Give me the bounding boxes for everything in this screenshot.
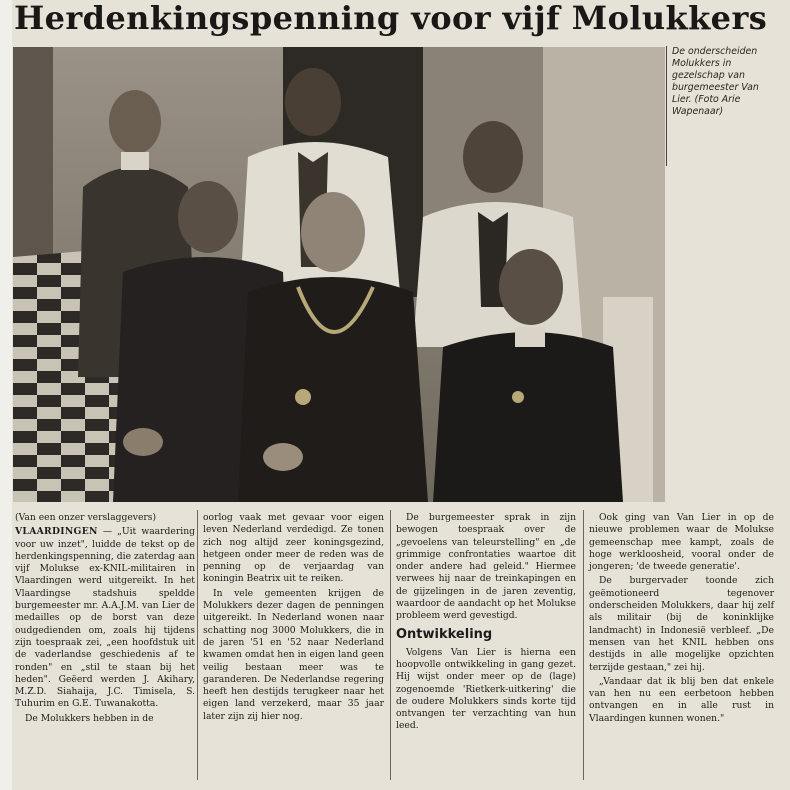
column-1 [15, 512, 195, 727]
byline: (Van een onzer verslaggevers) [15, 512, 157, 523]
column-rule [583, 510, 584, 780]
column-2 [203, 512, 384, 725]
paragraph: Ook ging van Van Lier in op de nieuwe problemen waar de Molukse gemeenschap mee kampt, zoals de hoge werkloosheid, vooral onder de jongeren; 'de tweede generatie'. [589, 512, 774, 573]
photo-illustration [13, 47, 665, 502]
paragraph [15, 526, 195, 710]
group-photo [13, 47, 665, 502]
paragraph: Volgens Van Lier is hierna een hoopvolle ontwikkeling in gang gezet. Hij wijst onder meer op de (lage) zogenoemde 'Rietkerk-uitkering' die de oudere Molukkers sinds korte tijd ontvangen ter verzachting van hun leed. [396, 646, 576, 732]
headline: Herdenkingspenning voor vijf Molukkers [14, 0, 768, 37]
paragraph-text: — „Uit waardering voor uw inzet", luidde de tekst op de herdenkingspenning, die zaterdag aan vijf Molukse ex-KNIL-militairen in Vlaardingen werd uitgereikt. In het Vlaardingse stadshuis speldde burgemeester mr. A.A.J.M. van Lier de medailles op de borst van deze oudgedienden om, zoals hij tijdens zijn toespraak zei, „een hoofdstuk uit de vaderlandse geschiedenis af te ronden" en „stil te staan bij het heden". Geëerd werden J. Akihary, M.Z.D. Siahaija, J.C. Timisela, S. Tuhurim en G.E. Tuwanakotta. [15, 526, 195, 710]
column-rule [390, 510, 391, 780]
paragraph: „Vandaar dat ik blij ben dat enkele van hen nu een eerbetoon hebben ontvangen en in alle rust in Vlaardingen kunnen wonen." [589, 675, 774, 724]
clipping-edge [0, 0, 12, 790]
paragraph: In vele gemeenten krijgen de Molukkers dezer dagen de penningen uitgereikt. In Nederland wonen naar schatting nog 3000 Molukkers, die in de jaren '51 en '52 naar Nederland kwamen omdat hen in eigen land geen veilig bestaan meer was te garanderen. De Nederlandse regering heeft hen destijds terugkeer naar het eigen land verzekerd, maar 35 jaar later zijn zij hier nog. [203, 587, 384, 722]
paragraph: De burgemeester sprak in zijn bewogen toespraak over de „gevoelens van teleurstelling" en „de grimmige confrontaties waartoe dit onder andere had geleid." Hiermee verwees hij naar de treinkapingen en de gijzelingen in de jaren zeventig, waardoor de aandacht op het Molukse probleem werd gevestigd. [396, 512, 576, 622]
paragraph: De burgervader toonde zich geëmotioneerd tegenover onderscheiden Molukkers, daar hij zelf als militair (bij de koninklijke landmacht) in Indonesië verbleef. „De mensen van het KNIL hebben ons destijds in alle mogelijke opzichten terzijde gestaan," zei hij. [589, 575, 774, 673]
paragraph: oorlog vaak met gevaar voor eigen leven Nederland verdedigd. Ze tonen zich nog altijd zeer koningsgezind, hetgeen onder meer de reden was de penning op de verjaardag van koningin Beatrix uit te reiken. [203, 512, 384, 585]
column-4 [589, 512, 774, 727]
dateline: VLAARDINGEN [15, 526, 98, 538]
column-3 [396, 512, 576, 735]
subheading: Ontwikkeling [396, 626, 493, 642]
column-rule [197, 510, 198, 780]
photo-caption: De onderscheiden Molukkers in gezelschap van burgemeester Van Lier. (Foto Arie Wapenaar) [672, 46, 759, 117]
paragraph: De Molukkers hebben in de [25, 712, 154, 724]
caption-rule [666, 46, 667, 166]
